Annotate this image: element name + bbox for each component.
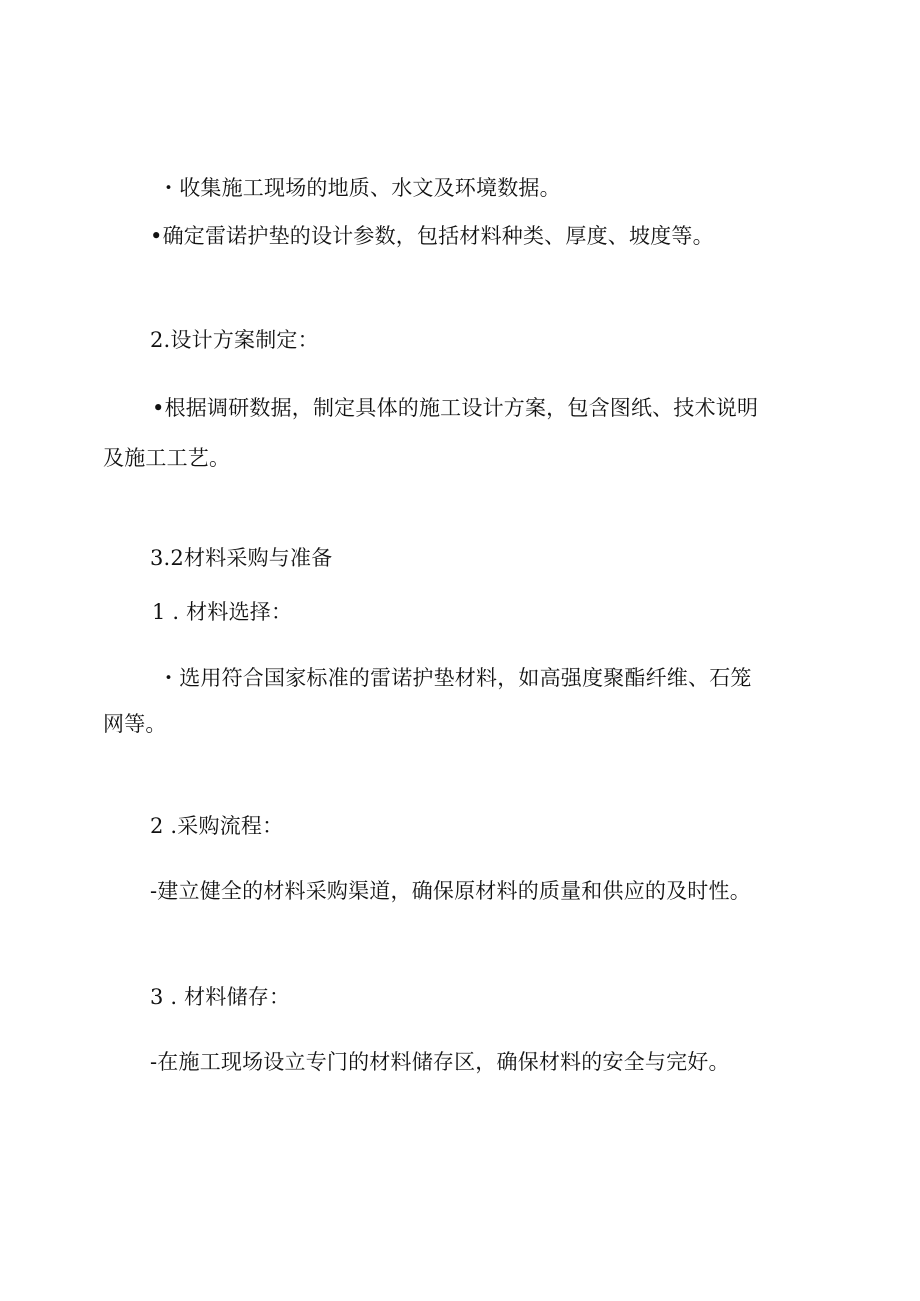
bullet-collect-site-data: ・收集施工现场的地质、水文及环境数据。 xyxy=(158,176,561,200)
bullet-storage-area: -在施工现场设立专门的材料储存区，确保材料的安全与完好。 xyxy=(150,1050,730,1074)
bullet-design-plan-line-2: 及施工工艺。 xyxy=(103,446,231,470)
bullet-design-parameters: •确定雷诺护垫的设计参数，包括材料种类、厚度、坡度等。 xyxy=(150,224,714,248)
bullet-material-selection-line-2: 网等。 xyxy=(103,712,167,736)
heading-material-selection: 1 . 材料选择： xyxy=(152,600,293,624)
heading-procurement-process: 2 .采购流程： xyxy=(150,814,284,838)
heading-material-storage: 3 . 材料储存： xyxy=(150,985,291,1009)
section-heading-material-procurement: 3.2材料采购与准备 xyxy=(150,546,333,570)
bullet-procurement-channel: -建立健全的材料采购渠道，确保原材料的质量和供应的及时性。 xyxy=(150,879,751,903)
bullet-material-selection-line-1: ・选用符合国家标准的雷诺护垫材料，如高强度聚酯纤维、石笼 xyxy=(158,666,752,690)
bullet-design-plan-line-1: •根据调研数据，制定具体的施工设计方案，包含图纸、技术说明 xyxy=(152,396,759,420)
heading-design-plan: 2.设计方案制定： xyxy=(150,328,319,352)
